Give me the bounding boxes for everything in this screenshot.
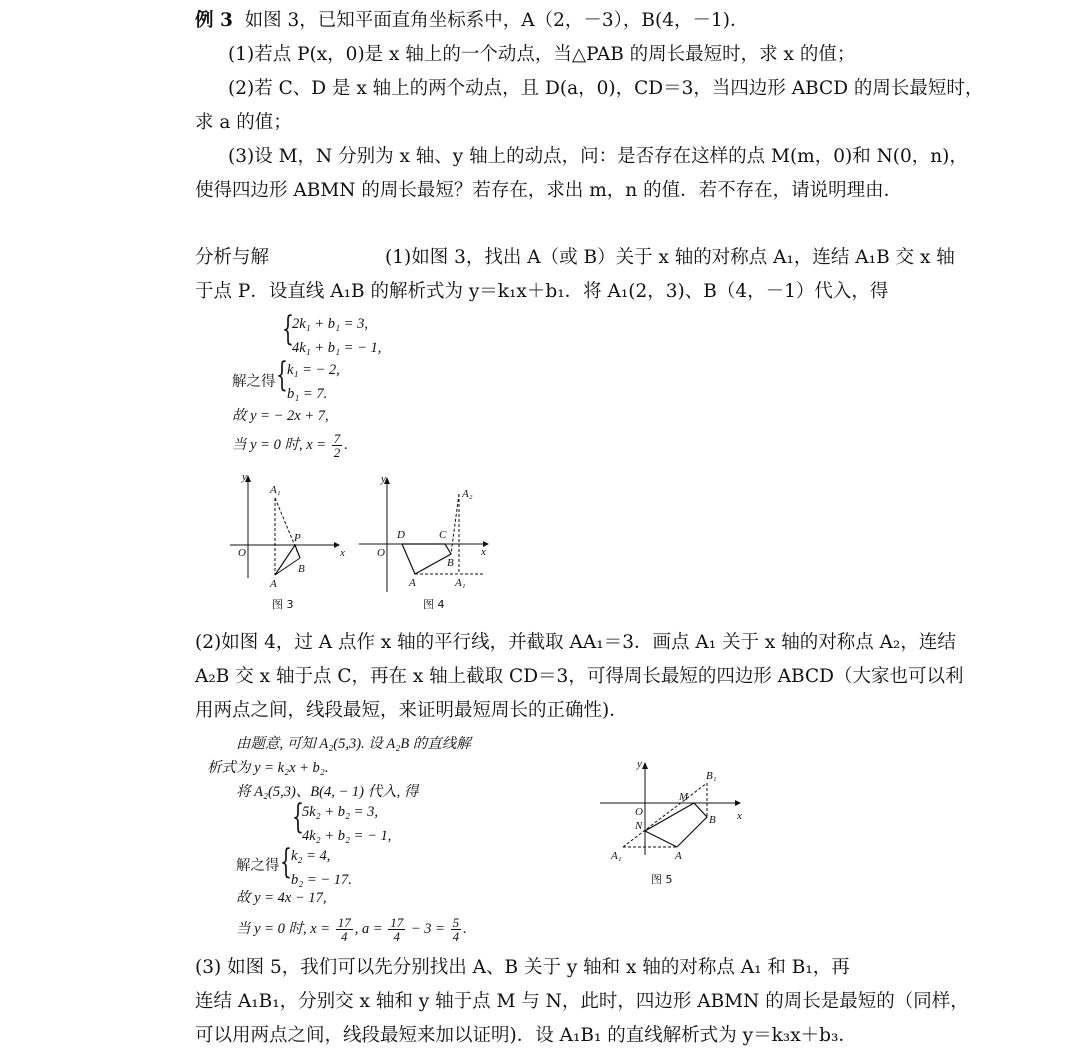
analysis-p2-line-1: (2)如图 4，过 A 点作 x 轴的平行线，并截取 AA₁＝3．画点 A₁ 关于 x 轴的对称点 A₂，连结 bbox=[195, 632, 956, 653]
fig5-label-b: B bbox=[709, 814, 716, 826]
system-1-eq-1: 2k₁ + b₁ = 3, bbox=[292, 316, 368, 332]
fig3-label-x: x bbox=[340, 547, 345, 559]
fig3-label-b: B bbox=[298, 563, 305, 575]
when-1-suffix: . bbox=[344, 436, 348, 453]
solution-1-k: k₁ = − 2, bbox=[287, 362, 340, 378]
fig5-label-a: A bbox=[675, 850, 682, 862]
fig5-label-a1: A₁ bbox=[611, 850, 622, 862]
when-2 bbox=[236, 916, 467, 943]
fig5-label-m: M bbox=[679, 791, 689, 803]
fig5-quadrilateral bbox=[645, 803, 707, 847]
example-intro-text: 如图 3，已知平面直角坐标系中，A（2，－3），B(4，－1)． bbox=[244, 10, 749, 31]
when-2-n2: 17 bbox=[390, 915, 404, 930]
solve-label-1: 解之得 bbox=[232, 374, 276, 390]
fig4-label-d: D bbox=[397, 529, 405, 541]
fig4-label-a1: A₁ bbox=[455, 577, 466, 589]
fig3-caption: 图 3 bbox=[272, 598, 294, 611]
question-2-line-1: (2)若 C、D 是 x 轴上的两个动点，且 D(a，0)，CD＝3，当四边形 ABCD 的周长最短时， bbox=[228, 78, 984, 99]
solution-2-line-3: 将 A₂(5,3)、B(4, − 1) 代入, 得 bbox=[236, 784, 419, 800]
fig3-ab bbox=[275, 558, 300, 575]
fig4-label-o: O bbox=[377, 547, 385, 559]
fig4-quadrilateral bbox=[402, 544, 451, 574]
system-brace-2: { bbox=[292, 797, 304, 837]
fig4-a2-b-dashed bbox=[451, 494, 459, 554]
when-2-n1: 17 bbox=[337, 915, 351, 930]
analysis-heading: 分析与解 bbox=[195, 247, 270, 268]
question-2-line-2: 求 a 的值； bbox=[195, 112, 292, 133]
when-2-n3: 5 bbox=[452, 915, 460, 930]
when-2-d3: 4 bbox=[452, 929, 460, 944]
system-brace-1: { bbox=[282, 309, 294, 349]
fig5-label-n: N bbox=[635, 820, 643, 832]
when-1-den: 2 bbox=[333, 445, 341, 460]
when-2-d1: 4 bbox=[340, 929, 348, 944]
solution-2-line-2: 析式为 y = k₂x + b₂. bbox=[207, 760, 329, 776]
question-3-line-1: (3)设 M，N 分别为 x 轴、y 轴上的动点，问：是否存在这样的点 M(m，0)和 N(0，n)， bbox=[228, 146, 968, 167]
fig5-label-x: x bbox=[737, 810, 742, 822]
figure-5 bbox=[595, 755, 760, 890]
when-2-fraction-2 bbox=[388, 916, 405, 943]
when-1-fraction bbox=[332, 432, 343, 459]
analysis-p2-line-2: A₂B 交 x 轴于点 C，再在 x 轴上截取 CD＝3，可得周长最短的四边形 ABCD（大家也可以利 bbox=[195, 666, 964, 687]
figure-4 bbox=[355, 470, 500, 620]
system-1-eq-2: 4k₁ + b₁ = − 1, bbox=[292, 340, 382, 356]
fig4-label-a2: A₂ bbox=[462, 488, 473, 500]
fig5-label-b1: B₁ bbox=[706, 770, 717, 782]
fig5-caption: 图 5 bbox=[651, 873, 673, 886]
when-2-d2: 4 bbox=[393, 929, 400, 944]
solve-label-2: 解之得 bbox=[236, 858, 280, 874]
when-2-fraction-3 bbox=[451, 916, 462, 943]
fig5-y-arrow bbox=[642, 762, 648, 769]
fig3-label-y: y bbox=[242, 471, 247, 483]
figure-3 bbox=[222, 470, 352, 620]
system-2-eq-1: 5k₂ + b₂ = 3, bbox=[302, 804, 378, 820]
solution-2-k: k₂ = 4, bbox=[291, 848, 331, 864]
question-3-line-2: 使得四边形 ABMN 的周长最短？若存在，求出 m，n 的值．若不存在，请说明理由． bbox=[195, 180, 903, 201]
solution-brace-2: { bbox=[280, 842, 292, 882]
therefore-1: 故 y = − 2x + 7, bbox=[232, 408, 329, 424]
fig3-label-a1: A₁ bbox=[270, 484, 281, 496]
analysis-p2-line-3: 用两点之间，线段最短，来证明最短周长的正确性)． bbox=[195, 700, 628, 721]
fig4-label-a: A bbox=[409, 577, 416, 589]
fig5-x-arrow bbox=[735, 800, 741, 806]
fig4-label-y: y bbox=[381, 473, 386, 485]
analysis-p1-line-2: 于点 P．设直线 A₁B 的解析式为 y＝k₁x＋b₁．将 A₁(2，3)、B（4，－1）代入，得 bbox=[195, 281, 889, 302]
fig4-caption: 图 4 bbox=[423, 598, 445, 611]
fig5-label-o: O bbox=[635, 806, 643, 818]
fig5-label-y: y bbox=[637, 758, 642, 770]
solution-2-b: b₂ = − 17. bbox=[291, 872, 352, 888]
solution-1-b: b₁ = 7. bbox=[287, 386, 328, 402]
when-2-suffix: . bbox=[463, 920, 467, 937]
analysis-p3-line-3: 可以用两点之间，线段最短来加以证明)．设 A₁B₁ 的直线解析式为 y＝k₃x＋b₃． bbox=[195, 1025, 857, 1046]
when-1-prefix: 当 y = 0 时, x = bbox=[232, 436, 330, 453]
when-1 bbox=[232, 432, 348, 459]
when-2-mid: , a = bbox=[354, 920, 387, 937]
example-label: 例 3 bbox=[195, 10, 233, 31]
analysis-p3-line-1: (3) 如图 5，我们可以先分别找出 A、B 关于 y 轴和 x 轴的对称点 A₁ 和 B₁，再 bbox=[195, 957, 850, 978]
therefore-2: 故 y = 4x − 17, bbox=[236, 890, 327, 906]
fig3-label-o: O bbox=[238, 547, 246, 559]
when-2-fraction-1 bbox=[336, 916, 353, 943]
fig4-label-c: C bbox=[439, 529, 447, 541]
fig3-label-p: P bbox=[294, 532, 301, 544]
solution-2-line-1: 由题意, 可知 A₂(5,3). 设 A₂B 的直线解 bbox=[236, 736, 471, 752]
solution-brace-1: { bbox=[276, 355, 288, 395]
system-2-eq-2: 4k₂ + b₂ = − 1, bbox=[302, 828, 392, 844]
when-1-num: 7 bbox=[333, 431, 341, 446]
when-2-mid2: − 3 = bbox=[407, 920, 449, 937]
example-intro bbox=[195, 8, 748, 34]
fig4-label-x: x bbox=[481, 546, 486, 558]
fig4-label-b: B bbox=[447, 557, 454, 569]
when-2-prefix: 当 y = 0 时, x = bbox=[236, 920, 334, 937]
analysis-p1-line-1: (1)如图 3，找出 A（或 B）关于 x 轴的对称点 A₁，连结 A₁B 交 x 轴 bbox=[385, 247, 955, 268]
fig3-label-a: A bbox=[270, 578, 277, 590]
analysis-p3-line-2: 连结 A₁B₁，分别交 x 轴和 y 轴于点 M 与 N，此时，四边形 ABMN 的周长是最短的（同样， bbox=[195, 991, 969, 1012]
question-1: (1)若点 P(x，0)是 x 轴上的一个动点，当△PAB 的周长最短时，求 x 的值； bbox=[228, 44, 856, 65]
